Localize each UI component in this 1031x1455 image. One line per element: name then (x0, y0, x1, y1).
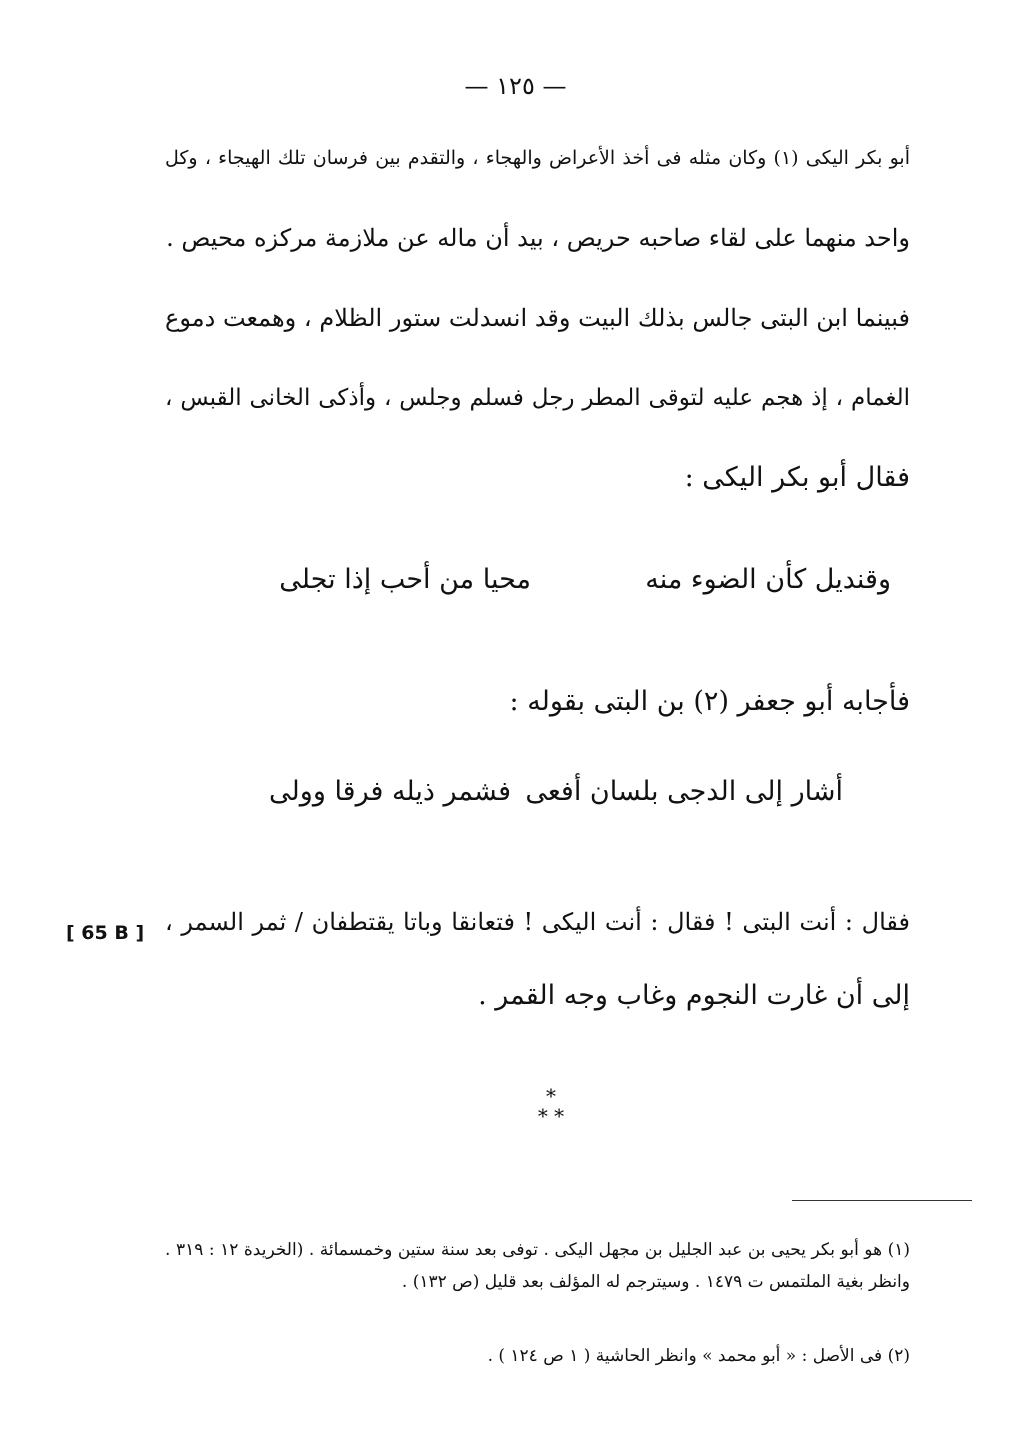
verse-2 (0, 772, 1031, 820)
margin-folio-reference: [ 65 B ] (66, 922, 145, 944)
body-line-3: فبينما ابن البتى جالس بذلك البيت وقد انسدلت ستور الظلام ، وهمعت دموع (165, 304, 910, 332)
section-separator: * * * (537, 1084, 565, 1128)
footnote-1: (١) هو أبو بكر يحيى بن عبد الجليل بن مجهل اليكى . توفى بعد سنة ستين وخمسمائة . (الخريدة ١٢ : ٣١٩ . وانظر بغية الملتمس ت ١٤٧٩ . وسيترجم له المؤلف بعد قليل (ص ١٣٢) . (165, 1240, 910, 1292)
verse-1-first-hemistich: وقنديل كأن الضوء منه (645, 564, 891, 595)
footnote-rule (792, 1200, 972, 1201)
footnote-2: (٢) فى الأصل : « أبو محمد » وانظر الحاشية ( ١ ص ١٢٤ ) . (487, 1346, 910, 1366)
body-line-1: أبو بكر اليكى (١) وكان مثله فى أخذ الأعراض والهجاء ، والتقدم بين فرسان تلك الهيجاء ، وكل (165, 147, 910, 169)
body-line-5: فقال أبو بكر اليكى : (684, 462, 910, 493)
verse-1 (0, 560, 1031, 608)
closing-line-1: فقال : أنت البتى ! فقال : أنت اليكى ! فتعانقا وباتا يقتطفان / ثمر السمر ، (165, 908, 910, 936)
verse-2-second-hemistich: فشمر ذيله فرقا وولى (269, 776, 511, 807)
body-line-2: واحد منهما على لقاء صاحبه حريص ، بيد أن ماله عن ملازمة مركزه محيص . (166, 224, 910, 252)
body-line-4: الغمام ، إذ هجم عليه لتوقى المطر رجل فسلم وجلس ، وأذكى الخانى القبس ، (165, 385, 910, 411)
intro-line: فأجابه أبو جعفر (٢) بن البتى بقوله : (509, 686, 910, 717)
verse-2-first-hemistich: أشار إلى الدجى بلسان أفعى (525, 776, 843, 807)
closing-line-2: إلى أن غارت النجوم وغاب وجه القمر . (478, 980, 910, 1011)
verse-1-second-hemistich: محيا من أحب إذا تجلى (279, 564, 531, 595)
page-number: — ١٢٥ — (464, 72, 567, 100)
